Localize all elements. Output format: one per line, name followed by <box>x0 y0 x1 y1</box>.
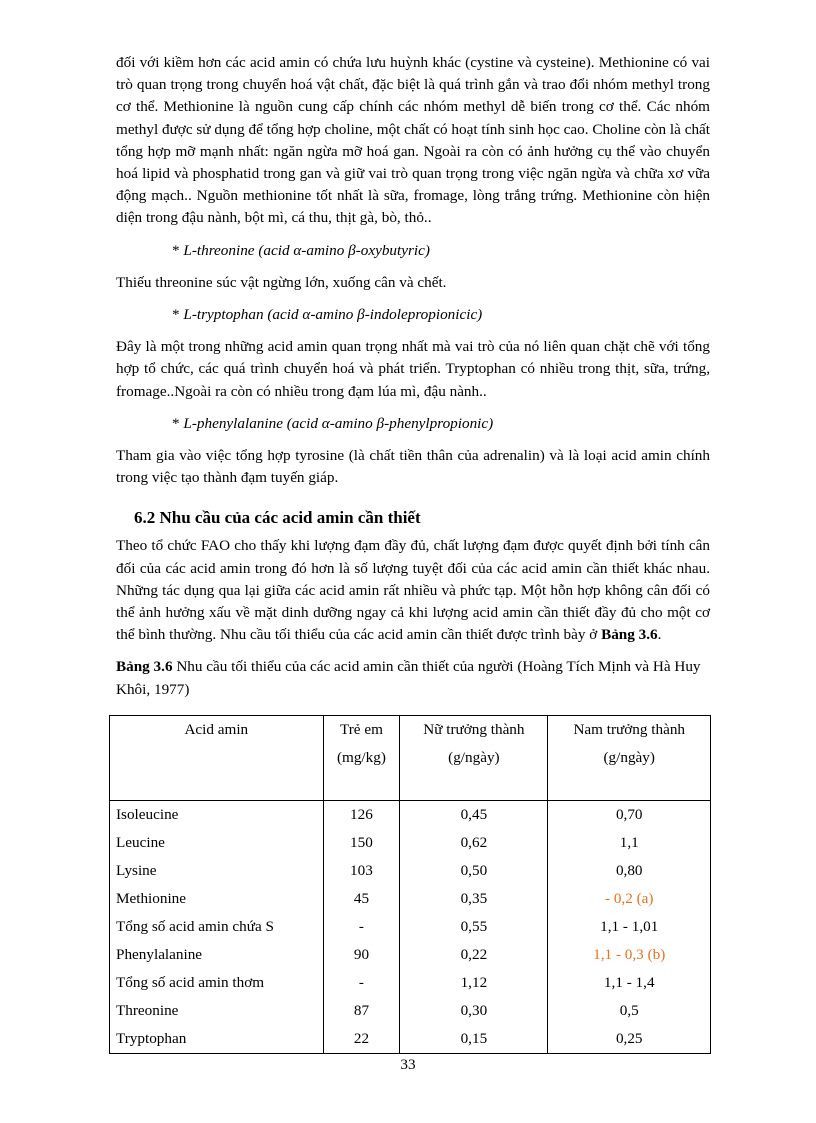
header-adult-female: Nữ trưởng thành (g/ngày) <box>400 716 548 801</box>
cell-female: 0,30 <box>400 997 548 1025</box>
bullet-star: * <box>172 414 184 432</box>
cell-female: 0,62 <box>400 829 548 857</box>
cell-children: - <box>323 913 400 941</box>
amino-acid-table <box>109 715 711 1054</box>
cell-male: 0,25 <box>548 1025 711 1054</box>
cell-children: 22 <box>323 1025 400 1054</box>
cell-male: 1,1 - 1,01 <box>548 913 711 941</box>
cell-male: 1,1 - 1,4 <box>548 969 711 997</box>
tryptophan-subheading-text: L-tryptophan (acid α-amino β-indolepropionicic) <box>183 306 483 324</box>
tryptophan-paragraph: Đây là một trong những acid amin quan trọng nhất mà vai trò của nó liên quan chặt chẽ với tổng hợp tổ chức, các quá trình chuyển hoá và phát triển. Tryptophan có nhiều trong thịt, sữa, trứng, fromage..Ngoài ra còn có nhiều trong đạm lúa mì, đậu nành.. <box>116 338 710 400</box>
section-text: Theo tổ chức FAO cho thấy khi lượng đạm đầy đủ, chất lượng đạm được quyết định bởi tính cân đối của các acid amin trong đó hơn là số lượng tuyệt đối của các acid amin cần thiết khác nhau. Những tác dụng qua lại giữa các acid amin rất nhiều và phức tạp. Một hỗn hợp không cân đối có thể ảnh hưởng xấu về mặt dinh dưỡng ngay cả khi lượng acid amin cần thiết đầy đủ cho một cơ thể bình thường. Nhu cầu tối thiểu của các acid amin cần thiết được trình bày ở <box>116 537 710 644</box>
table-row <box>110 885 711 913</box>
table-reference: Bảng 3.6 <box>601 626 658 644</box>
cell-children: 150 <box>323 829 400 857</box>
cell-female: 1,12 <box>400 969 548 997</box>
table-row <box>110 857 711 885</box>
cell-acid: Methionine <box>110 885 324 913</box>
header-acid-amin: Acid amin <box>110 716 324 801</box>
table-row <box>110 1025 711 1054</box>
cell-children: 126 <box>323 801 400 830</box>
cell-female: 0,45 <box>400 801 548 830</box>
cell-female: 0,22 <box>400 941 548 969</box>
cell-male-highlight: 1,1 - 0,3 (b) <box>548 941 711 969</box>
cell-acid: Threonine <box>110 997 324 1025</box>
cell-children: 90 <box>323 941 400 969</box>
table-row <box>110 829 711 857</box>
bullet-star: * <box>172 241 184 259</box>
header-adult-male: Nam trưởng thành (g/ngày) <box>548 716 711 801</box>
tryptophan-subheading <box>116 304 710 326</box>
cell-female: 0,35 <box>400 885 548 913</box>
bullet-star: * <box>172 306 184 324</box>
threonine-subheading <box>116 240 710 262</box>
section-paragraph <box>116 535 710 646</box>
cell-children: 87 <box>323 997 400 1025</box>
table-row <box>110 913 711 941</box>
phenylalanine-paragraph: Tham gia vào việc tổng hợp tyrosine (là chất tiền thân của adrenalin) và là loại acid amin chính trong việc tạo thành đạm tuyến giáp. <box>116 447 710 487</box>
cell-male: 0,70 <box>548 801 711 830</box>
methionine-paragraph: đối với kiềm hơn các acid amin có chứa lưu huỳnh khác (cystine và cysteine). Methionine có vai trò quan trọng trong chuyển hoá vật chất, đặc biệt là quá trình gắn và trao đổi nhóm methyl trong cơ thể. Methionine là nguồn cung cấp chính các nhóm methyl dễ biến trong cơ thể. Các nhóm methyl được sử dụng để tổng hợp choline, một chất có hoạt tính sinh học cao. Choline còn là chất tổng hợp mỡ mạnh nhất: ngăn ngừa mỡ hoá gan. Ngoài ra còn có ảnh hưởng cụ thể vào chuyển hoá lipid và phosphatid trong gan và giữ vai trò quan trọng trong việc ngăn ngừa và chữa xơ vữa động mạch.. Nguồn methionine tốt nhất là sữa, fromage, lòng trắng trứng. Methionine còn hiện diện trong đậu nành, bột mì, cá thu, thịt gà, bò, thỏ.. <box>116 54 710 227</box>
section-heading: 6.2 Nhu cầu của các acid amin cần thiết <box>134 508 421 528</box>
cell-male: 0,80 <box>548 857 711 885</box>
table-header-row <box>110 716 711 801</box>
table-row <box>110 801 711 830</box>
section-text-end: . <box>657 626 662 644</box>
cell-acid: Lysine <box>110 857 324 885</box>
cell-female: 0,55 <box>400 913 548 941</box>
header-children: Trẻ em (mg/kg) <box>323 716 400 801</box>
cell-acid: Leucine <box>110 829 324 857</box>
cell-children: 45 <box>323 885 400 913</box>
table-row <box>110 969 711 997</box>
page-body <box>116 52 710 711</box>
cell-male-highlight: - 0,2 (a) <box>548 885 711 913</box>
cell-acid: Tryptophan <box>110 1025 324 1054</box>
threonine-subheading-text: L-threonine (acid α-amino β-oxybutyric) <box>183 241 430 259</box>
cell-acid: Tổng số acid amin chứa S <box>110 913 324 941</box>
cell-male: 0,5 <box>548 997 711 1025</box>
phenylalanine-subheading <box>116 413 710 435</box>
cell-male: 1,1 <box>548 829 711 857</box>
cell-acid: Tổng số acid amin thơm <box>110 969 324 997</box>
phenylalanine-subheading-text: L-phenylalanine (acid α-amino β-phenylpropionic) <box>183 414 494 432</box>
cell-female: 0,15 <box>400 1025 548 1054</box>
table-caption <box>116 656 710 700</box>
page-number: 33 <box>400 1056 416 1073</box>
cell-acid: Isoleucine <box>110 801 324 830</box>
table-row <box>110 941 711 969</box>
cell-children: - <box>323 969 400 997</box>
threonine-paragraph: Thiếu threonine súc vật ngừng lớn, xuống cân và chết. <box>116 273 447 291</box>
cell-female: 0,50 <box>400 857 548 885</box>
table-caption-text: Nhu cầu tối thiểu của các acid amin cần thiết của người (Hoàng Tích Mịnh và Hà Huy Khôi, 1977) <box>116 658 701 698</box>
table-caption-label: Bảng 3.6 <box>116 658 173 676</box>
cell-children: 103 <box>323 857 400 885</box>
cell-acid: Phenylalanine <box>110 941 324 969</box>
table-row <box>110 997 711 1025</box>
